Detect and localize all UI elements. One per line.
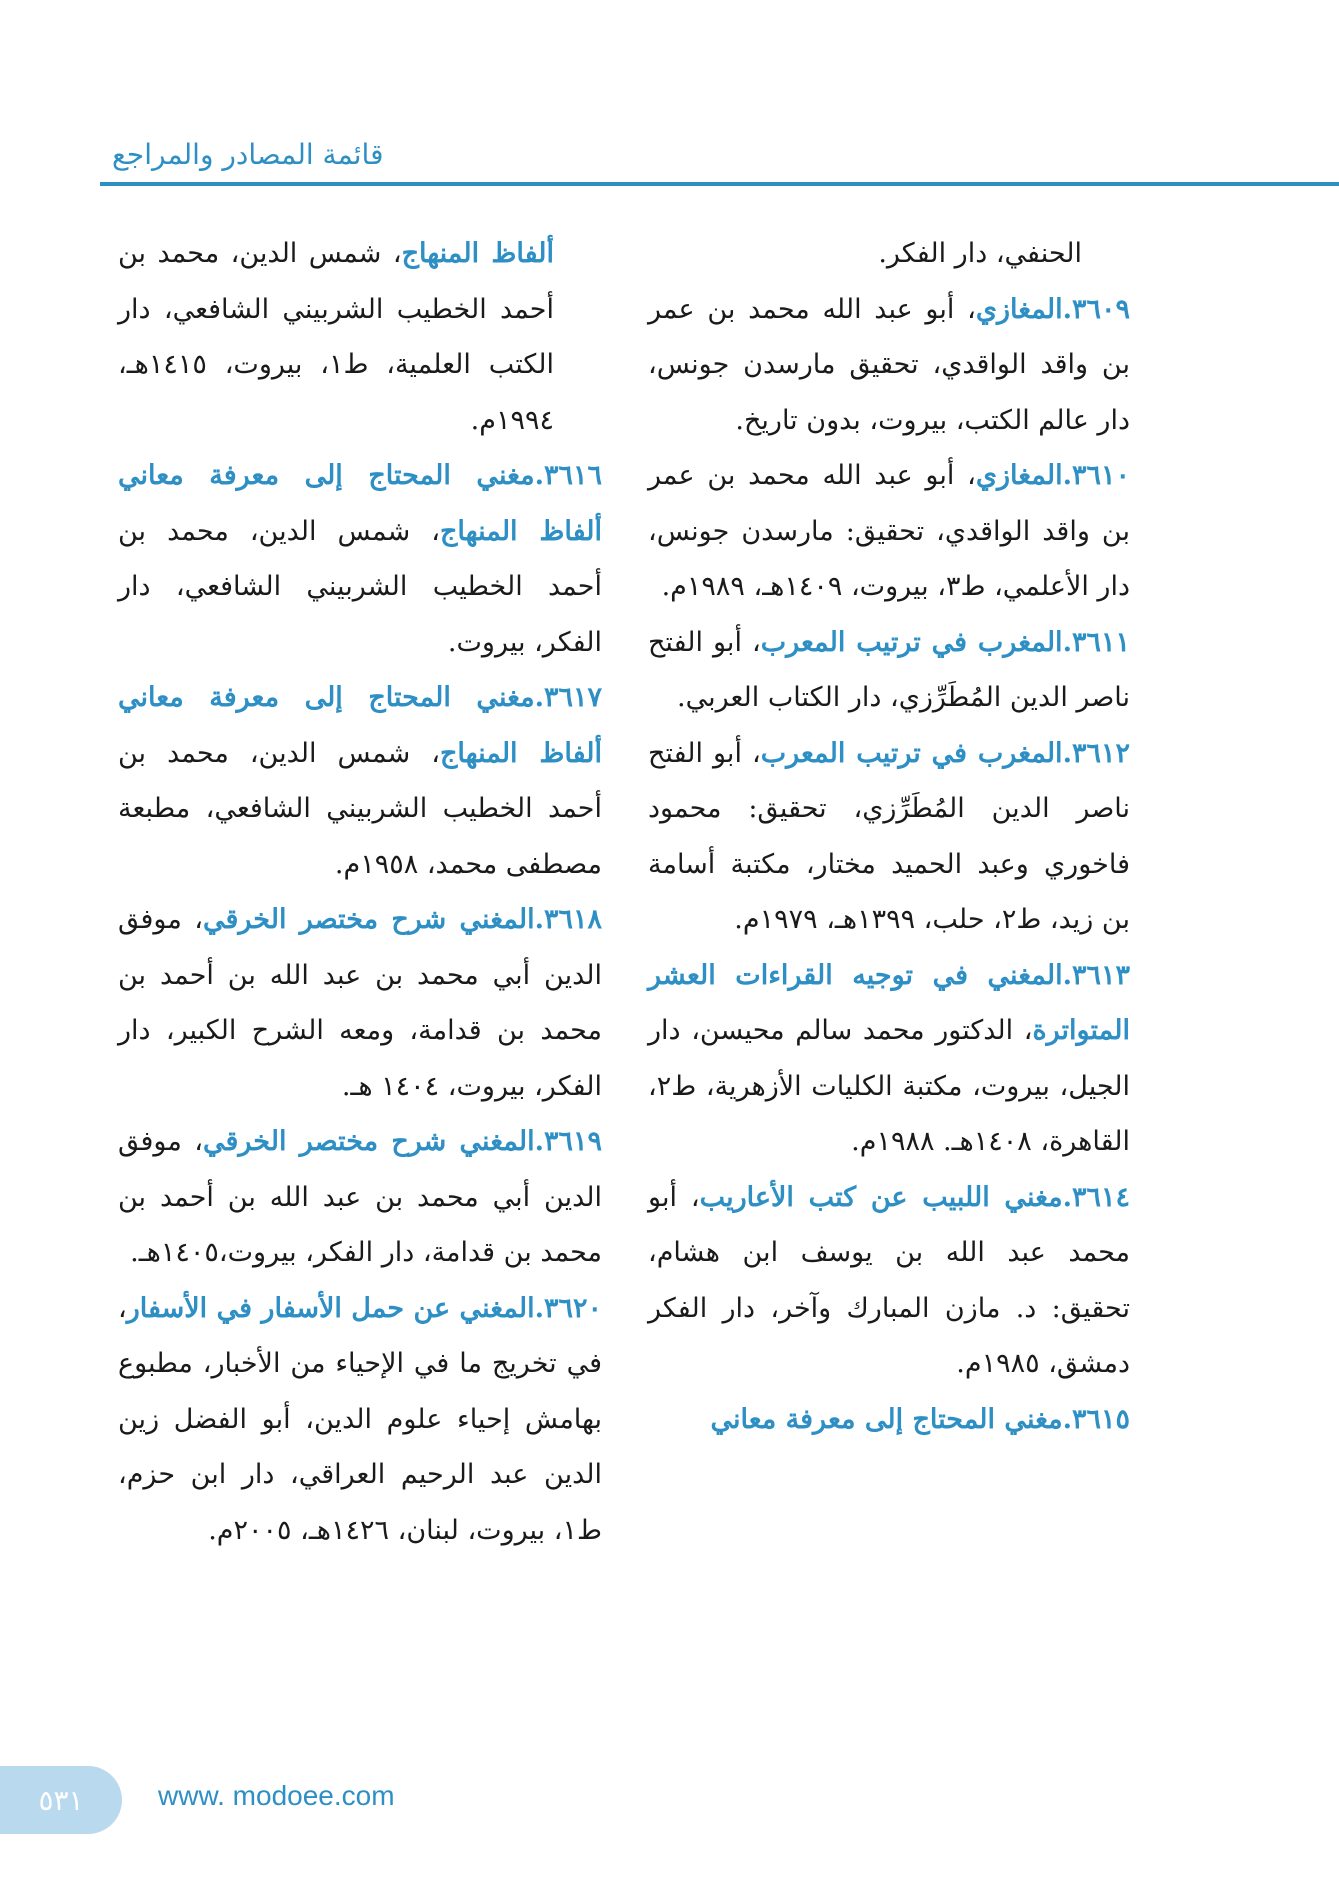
entry-title: المغازي xyxy=(975,293,1063,325)
entry-title: مغني المحتاج إلى معرفة معاني xyxy=(710,1403,1063,1435)
entry-title: المغني في توجيه القراءات العشر المتواترة xyxy=(648,959,1130,1046)
continuation-title: ألفاظ المنهاج xyxy=(401,238,554,269)
bibliography-entry xyxy=(648,282,1130,449)
entry-title: المغازي xyxy=(975,460,1063,491)
bibliography-entry xyxy=(118,892,602,1114)
continuation-body: الحنفي، دار الفكر. xyxy=(878,238,1082,269)
entry-number: ٣٦٢٠. xyxy=(534,1292,602,1324)
entry-number: ٣٦١٣. xyxy=(1062,959,1130,991)
bibliography-entry xyxy=(118,1114,602,1281)
entry-body: ، أبو عبد الله محمد بن عمر بن واقد الواقدي، تحقيق مارسدن جونس، دار عالم الكتب، بيروت، بدون تاريخ. xyxy=(648,293,1130,436)
bibliography-entry xyxy=(648,615,1130,726)
left-column xyxy=(118,226,602,1558)
entry-number: ٣٦٠٩. xyxy=(1062,293,1130,325)
entry-body: ، في تخريج ما في الإحياء من الأخبار، مطبوع بهامش إحياء علوم الدين، أبو الفضل زين الدين عبد الرحيم العراقي، دار ابن حزم، ط١، بيروت، لبنان، ١٤٢٦هـ، ٢٠٠٥م. xyxy=(118,1292,602,1546)
header-rule xyxy=(100,182,1339,186)
entry-body: ، موفق الدين أبي محمد بن عبد الله بن أحمد بن محمد بن قدامة، ومعه الشرح الكبير، دار الفكر، بيروت، ١٤٠٤ هـ. xyxy=(118,904,602,1102)
entry-number: ٣٦١٩. xyxy=(534,1126,602,1157)
bibliography-entry xyxy=(118,1281,602,1559)
entry-body: ، شمس الدين، محمد بن أحمد الخطيب الشربيني الشافعي، مطبعة مصطفى محمد، ١٩٥٨م. xyxy=(118,737,602,880)
entry-body: ، أبو محمد عبد الله بن يوسف ابن هشام، تحقيق: د. مازن المبارك وآخر، دار الفكر دمشق، ١٩٨٥م. xyxy=(648,1181,1130,1379)
footer-url[interactable]: www. modoee.com xyxy=(158,1780,395,1811)
entry-number: ٣٦١١. xyxy=(1062,626,1130,658)
entry-body: ، موفق الدين أبي محمد بن عبد الله بن أحمد بن محمد بن قدامة، دار الفكر، بيروت،١٤٠٥هـ. xyxy=(118,1126,602,1268)
entry-body: ، الدكتور محمد سالم محيسن، دار الجيل، بيروت، مكتبة الكليات الأزهرية، ط٢، القاهرة، ١٤٠٨هـ. ١٩٨٨م. xyxy=(648,1015,1130,1157)
page-number-badge xyxy=(0,1766,122,1834)
entry-title: المغرب في ترتيب المعرب xyxy=(760,626,1063,658)
entry-title: المغني شرح مختصر الخرقي xyxy=(203,1126,535,1157)
entry-number: ٣٦١٢. xyxy=(1062,737,1130,769)
continuation-text xyxy=(118,226,602,448)
entry-body: ، شمس الدين، محمد بن أحمد الخطيب الشربيني الشافعي، دار الفكر، بيروت. xyxy=(118,515,602,658)
entry-body: ، أبو الفتح ناصر الدين المُطَرِّزي، دار الكتاب العربي. xyxy=(648,626,1130,713)
bibliography-entry xyxy=(118,670,602,892)
entry-title: مغني المحتاج إلى معرفة معاني ألفاظ المنهاج xyxy=(118,682,602,769)
entry-title: المغني عن حمل الأسفار في الأسفار xyxy=(126,1292,535,1324)
continuation-body: ، شمس الدين، محمد بن أحمد الخطيب الشربيني الشافعي، دار الكتب العلمية، ط١، بيروت، ١٤١٥هـ، ١٩٩٤م. xyxy=(118,238,554,436)
bibliography-entry xyxy=(648,448,1130,615)
right-column xyxy=(648,226,1130,1447)
entry-title: مغني اللبيب عن كتب الأعاريب xyxy=(699,1181,1063,1213)
entry-body: ، أبو عبد الله محمد بن عمر بن واقد الواقدي، تحقيق: مارسدن جونس، دار الأعلمي، ط٣، بيروت، ١٤٠٩هـ، ١٩٨٩م. xyxy=(648,460,1130,602)
entry-number: ٣٦١٨. xyxy=(534,904,602,935)
bibliography-entry xyxy=(648,1170,1130,1392)
entry-title: المغني شرح مختصر الخرقي xyxy=(203,904,535,935)
entry-number: ٣٦١٧. xyxy=(534,682,602,713)
bibliography-entry xyxy=(118,448,602,670)
entry-number: ٣٦١٠. xyxy=(1062,460,1130,491)
bibliography-entry xyxy=(648,1392,1130,1448)
entry-title: مغني المحتاج إلى معرفة معاني ألفاظ المنهاج xyxy=(118,460,602,547)
entry-title: المغرب في ترتيب المعرب xyxy=(760,737,1063,769)
page-number: ٥٣١ xyxy=(38,1783,84,1817)
entry-number: ٣٦١٤. xyxy=(1062,1181,1130,1213)
entry-number: ٣٦١٥. xyxy=(1062,1403,1130,1435)
continuation-text xyxy=(648,226,1130,282)
entry-body: ، أبو الفتح ناصر الدين المُطَرِّزي، تحقيق: محمود فاخوري وعبد الحميد مختار، مكتبة أسامة بن زيد، ط٢، حلب، ١٣٩٩هـ، ١٩٧٩م. xyxy=(648,737,1130,935)
entry-number: ٣٦١٦. xyxy=(534,460,602,491)
bibliography-entry xyxy=(648,948,1130,1170)
running-header-title: قائمة المصادر والمراجع xyxy=(112,138,384,171)
bibliography-entry xyxy=(648,726,1130,948)
